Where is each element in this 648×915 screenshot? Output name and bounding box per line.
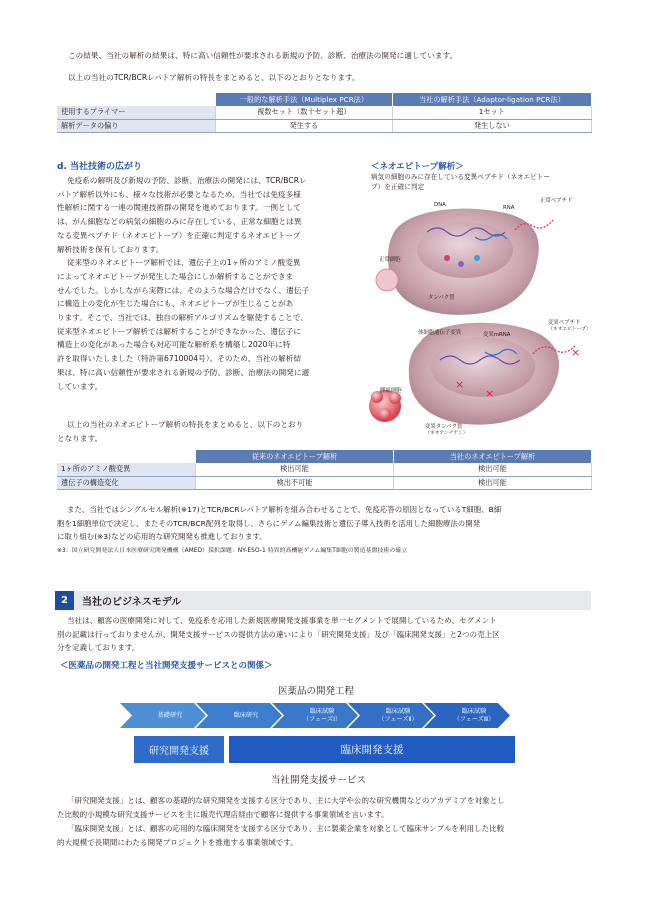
text-line: に取り組む(※3)などの応用的な研究開発も推進しております。 xyxy=(57,532,267,542)
section-d-summary xyxy=(57,418,357,445)
protein-dot xyxy=(474,255,480,261)
stage-line: 臨床試験 xyxy=(385,708,411,715)
section-d-heading: d. 当社技術の広がり xyxy=(57,162,142,172)
text-line: 「研究開発支援」とは、顧客の基礎的な研究開発を支援する区分であり、主に大学や公的な研究機関などのアカデミアを対象とし xyxy=(67,796,505,805)
text-line: 「臨床開発支援」とは、顧客の応用的な臨床開発を支援する区分であり、主に製薬企業を対象として臨床サンプルを利用した比較 xyxy=(67,824,505,833)
research-support-definition xyxy=(57,794,597,821)
table1-header-company: 当社の解析手法（Adaptor-ligation PCR法） xyxy=(392,93,591,106)
normal-nucleus xyxy=(417,222,513,278)
table-cell: 使用するプライマー xyxy=(57,106,216,119)
section-d-body xyxy=(57,174,357,393)
text-line: に構造上の変化が生じた場合にも、ネオエピトープが生じることがあ xyxy=(57,299,294,309)
research-support-bar: 研究開発支援 xyxy=(134,736,224,763)
table-cell: 複数セット（数十セット超） xyxy=(216,106,393,119)
table1-header-blank xyxy=(57,93,216,106)
label-dna: DNA xyxy=(434,202,446,208)
normal-cell-small xyxy=(376,269,398,291)
table-cell: 検出可能 xyxy=(394,463,592,476)
text-line: 胞を1細胞単位で決定し、またそのTCR/BCR配列を取得し、さらにゲノム編集技術と遺伝子導入技術を活用した細胞療法の開発 xyxy=(57,518,481,528)
business-model-paragraph xyxy=(57,614,597,655)
label-mutant-peptide-sub: （ネオエピトープ） xyxy=(548,327,591,332)
text-line: によってネオエピトープが発生した場合にしか解析することができま xyxy=(57,271,294,281)
text-line: 別の記載は行っておりませんが、開発支援サービスの提供方法の違いにより「研究開発支援」及び「臨床開発支援」と2つの売上区 xyxy=(57,629,500,639)
label-mutant-protein-sub: （ネオアンチゲン） xyxy=(425,431,468,436)
figure-caption xyxy=(371,173,550,192)
label-tumor-cell: 腫瘍細胞 xyxy=(380,388,402,394)
label-normal-peptide: 正常ペプチド xyxy=(540,198,573,204)
text-line: 構造上の変化があった場合も対応可能な解析系を構築し2020年に特 xyxy=(57,340,291,350)
text-line: となります。 xyxy=(57,433,103,443)
table-row xyxy=(57,119,592,133)
label-normal-cell: 正常細胞 xyxy=(379,257,401,263)
stage-phase-2 xyxy=(362,703,434,728)
text-line: は、がん細胞などの病気の細胞のみに存在している、正常な細胞とは異 xyxy=(57,217,302,227)
table1-header-general: 一般的な解析手法（Multiplex PCR法） xyxy=(216,93,393,106)
table-row xyxy=(57,106,592,119)
label-rna: RNA xyxy=(503,205,515,211)
text-line: 許を取得いたしました（特許第6710004号）。そのため、当社の解析結 xyxy=(57,354,302,364)
text-line: 従来型ネオエピトープ解析では解析することができなかった、遺伝子に xyxy=(57,326,301,336)
intro-paragraph-2: 以上の当社のTCR/BCRレパトア解析の特長をまとめると、以下のとおりとなります。 xyxy=(68,73,360,82)
label-mutant-protein: 変異タンパク質 xyxy=(425,424,463,430)
single-cell-paragraph xyxy=(57,503,597,544)
stage-line: （フェーズⅢ） xyxy=(453,715,495,723)
table-cell: 1セット xyxy=(392,106,591,119)
label-mutant-rna: 変異mRNA xyxy=(483,332,511,338)
clinical-support-bar: 臨床開発支援 xyxy=(229,736,515,763)
text-line: 的大規模で長期間にわたる開発プロジェクトを推進する事業領域です。 xyxy=(57,837,298,847)
text-line: せんでした。しかしながら実際には、そのような場合だけでなく、遺伝子 xyxy=(57,285,310,295)
mutation-mark: × xyxy=(571,346,581,359)
tumor-nucleus xyxy=(431,337,535,397)
section-2-title: 当社のビジネスモデル xyxy=(82,597,182,608)
stage-line: （フェーズⅡ） xyxy=(378,715,418,723)
footnote: ※3：国立研究開発法人日本医療研究開発機構（AMED）採択課題：NY-ESO-1 特異的高機能ゲノム編集T細胞の製造基盤技術の確立 xyxy=(57,548,408,554)
figure-title: ＜ネオエピトープ解析＞ xyxy=(371,162,464,172)
table-cell: 検出可能 xyxy=(394,476,592,490)
stage-phase-3 xyxy=(438,703,510,728)
neoepitope-comparison-table xyxy=(57,450,592,490)
diagram-top-label: 医薬品の開発工程 xyxy=(278,686,355,697)
table-cell: 1ヶ所のアミノ酸変異 xyxy=(57,463,196,476)
mutation-mark: × xyxy=(455,378,465,391)
stage-line: 臨床研究 xyxy=(233,711,259,719)
neoepitope-illustration xyxy=(365,192,590,437)
table2-header-blank xyxy=(57,450,196,463)
protein-dot xyxy=(458,261,464,267)
text-line: 果は、特に高い信頼性が要求される新規の予防、診断、治療法の開発に適 xyxy=(57,367,310,377)
text-line: パトア解析以外にも、様々な技術が必要となるため、当社では免疫多様 xyxy=(57,189,301,199)
text-line: 病気の細胞のみに存在している変異ペプチド（ネオエピトー xyxy=(371,173,551,181)
text-line: ります。そこで、当社では、独自の解析アルゴリズムを駆使することで、 xyxy=(57,313,308,323)
stage-line: 臨床試験 xyxy=(309,708,335,715)
stage-phase-1 xyxy=(286,703,358,728)
table2-header-conventional: 従来のネオエピトープ解析 xyxy=(196,450,394,463)
stage-line: （フェーズⅠ） xyxy=(302,715,342,723)
text-line: 免疫系の解明及び新規の予防、診断、治療法の開発には、TCR/BCRレ xyxy=(67,176,307,185)
clinical-support-definition xyxy=(57,822,597,849)
text-line: 解析技術を保有しております。 xyxy=(57,244,164,254)
text-line: なる変異ペプチド（ネオエピトープ）を正確に判定するネオエピトープ xyxy=(57,230,301,240)
text-line: 当社は、顧客の医療開発に対して、免疫系を応用した新規医療開発支援事業を単一セグメントで展開しているため、セグメント xyxy=(67,616,497,625)
table-row xyxy=(57,463,592,476)
label-protein: タンパク質 xyxy=(428,295,455,301)
table-cell: 検出不可能 xyxy=(196,476,394,490)
table-row xyxy=(57,476,592,490)
text-line: 分を定義しております。 xyxy=(57,643,140,653)
section-2-number: 2 xyxy=(55,591,74,610)
text-line: た比較的小規模な研究支援サービスを主に販売代理店経由で顧客に提供する事業領域を言います。 xyxy=(57,809,389,819)
table-cell: 解析データの偏り xyxy=(57,119,216,133)
text-line: 以上の当社のネオエピトープ解析の特長をまとめると、以下のとおり xyxy=(67,420,304,429)
text-line: 従来型のネオエピトープ解析では、遺伝子上の1ヶ所のアミノ酸変異 xyxy=(67,258,301,268)
diagram-bottom-label: 当社開発支援サービス xyxy=(271,775,367,786)
text-line: また、当社ではシングルセル解析(※17)とTCR/BCRレパトア解析を組み合わせることで、免疫応答の原因となっているT細胞、B細 xyxy=(67,505,502,514)
stage-line: 基礎研究 xyxy=(157,711,183,719)
protein-dot xyxy=(444,255,450,261)
diagram-sub-heading: ＜医薬品の開発工程と当社開発支援サービスとの関係＞ xyxy=(60,661,273,671)
mutation-mark: × xyxy=(485,387,495,400)
label-mutant-peptide: 変異ペプチド xyxy=(548,320,581,326)
tumor-cell-small xyxy=(379,408,391,420)
repertoire-comparison-table xyxy=(57,93,592,133)
table2-header-company: 当社のネオエピトープ解析 xyxy=(394,450,592,463)
table-cell: 遺伝子の構造変化 xyxy=(57,476,196,490)
stage-clinical-research xyxy=(210,703,282,728)
table-cell: 検出可能 xyxy=(196,463,394,476)
text-line: 性解析に関する一連の関連技術群の開発を進めております。一例として xyxy=(57,203,301,213)
stage-basic-research xyxy=(134,703,206,728)
intro-paragraph-1: この結果、当社の解析の結果は、特に高い信頼性が要求される新規の予防、診断、治療法の開発に適しています。 xyxy=(68,51,458,60)
label-mutant-gene: 体細胞遺伝子変異 xyxy=(418,330,462,336)
table-cell: 発生する xyxy=(216,119,393,133)
table-cell: 発生しない xyxy=(392,119,591,133)
stage-line: 臨床試験 xyxy=(461,708,487,715)
text-line: プ）を正確に判定 xyxy=(371,182,425,191)
text-line: しています。 xyxy=(57,381,103,391)
